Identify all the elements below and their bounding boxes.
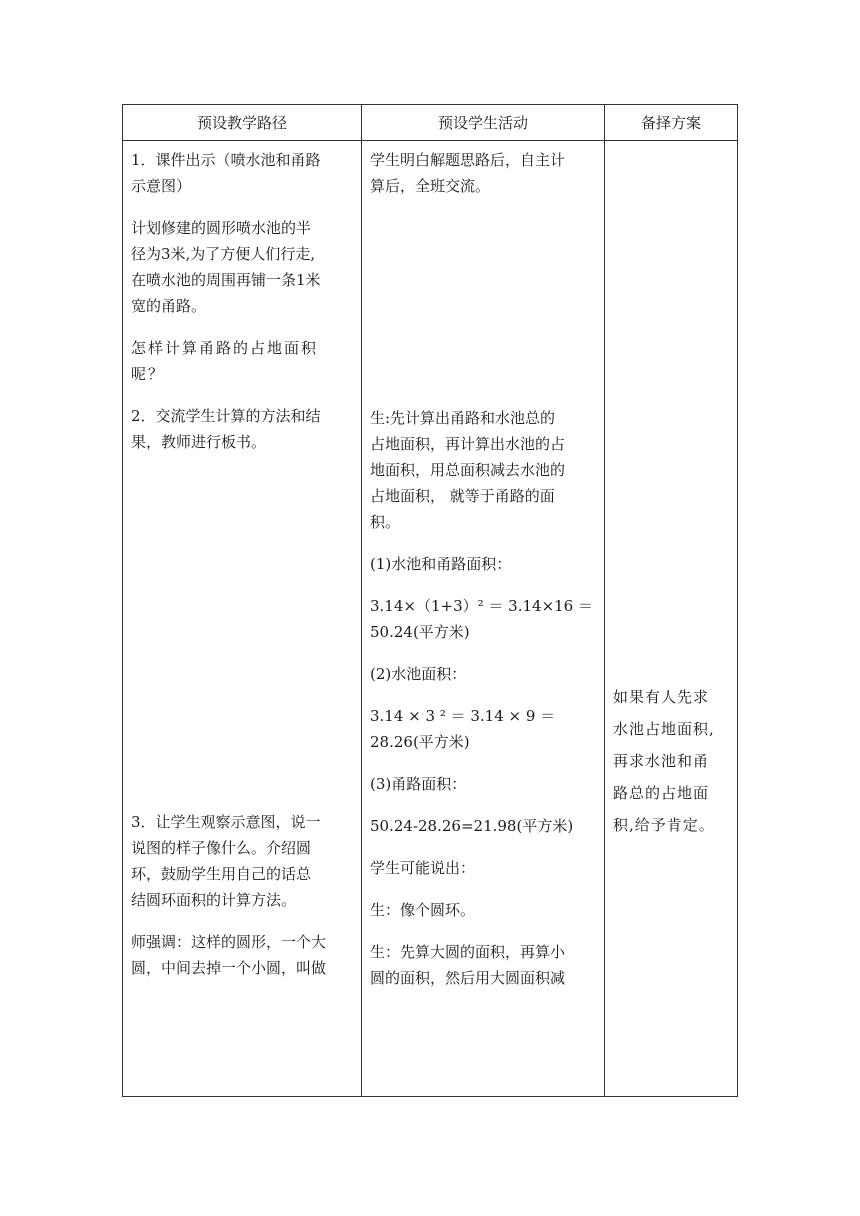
text-line: 圆的面积，然后用大圆面积减 [370,969,566,987]
text-line: 3．让学生观察示意图，说一 [131,813,321,831]
text-line: 怎样计算甬路的占地面积 [131,339,319,357]
text-line: 如果有人先求 [613,688,710,706]
text-line: 示意图） [131,177,192,195]
text-line: 2．交流学生计算的方法和结 [131,407,321,425]
text-line: 生:先计算出甬路和水池总的 [370,409,556,427]
text-line: 计划修建的圆形喷水池的半 [131,219,312,237]
text-line: 学生可能说出： [370,859,476,877]
text-line: 说图的样子像什么。介绍圆 [131,839,312,857]
text-line: 径为3米,为了方便人们行走, [131,245,316,263]
header-alternative-plan: 备择方案 [640,114,701,132]
text-line: 宽的甬路。 [131,297,207,315]
teaching-path-cell [131,141,357,981]
header-student-activity: 预设学生活动 [437,114,528,132]
column-divider [604,105,605,1096]
text-line: 在喷水池的周围再铺一条1米 [131,271,321,289]
text-line: 生：像个圆环。 [370,901,476,919]
formula-line: 3.14 × 3 ² ＝ 3.14 × 9 ＝ [370,707,556,725]
formula-line: 3.14×（1+3）² ＝ 3.14×16 ＝ [370,597,593,615]
student-activity-cell [370,141,600,991]
text-line: 算后，全班交流。 [370,177,491,195]
text-line: 路总的占地面 [613,784,710,802]
header-teaching-path: 预设教学路径 [196,114,287,132]
text-line: 圆，中间去掉一个小圆，叫做 [131,959,327,977]
text-line: (2)水池面积： [370,665,467,683]
text-line: 占地面积，再计算出水池的占 [370,435,566,453]
text-line: 水池占地面积, [613,720,715,738]
text-line: (3)甬路面积： [370,775,467,793]
formula-line: 50.24-28.26=21.98(平方米) [370,817,574,835]
text-line: 师强调：这样的圆形，一个大 [131,933,327,951]
text-line: 再求水池和甬 [613,752,710,770]
alternative-plan-cell [613,681,735,841]
text-line: 积,给予肯定。 [613,816,715,834]
text-line: 生：先算大圆的面积，再算小 [370,943,566,961]
formula-line: 50.24(平方米) [370,623,470,641]
column-divider [361,105,362,1096]
lesson-plan-table [122,104,738,1097]
text-line: 呢？ [131,365,166,383]
text-line: 占地面积， 就等于甬路的面 [370,487,555,505]
text-line: 1．课件出示（喷水池和甬路 [131,151,321,169]
text-line: 环，鼓励学生用自己的话总 [131,865,312,883]
text-line: 果，教师进行板书。 [131,433,267,451]
text-line: (1)水池和甬路面积： [370,555,512,573]
text-line: 地面积，用总面积减去水池的 [370,461,566,479]
text-line: 学生明白解题思路后，自主计 [370,151,566,169]
text-line: 结圆环面积的计算方法。 [131,891,297,909]
text-line: 积。 [370,513,401,531]
formula-line: 28.26(平方米) [370,733,470,751]
